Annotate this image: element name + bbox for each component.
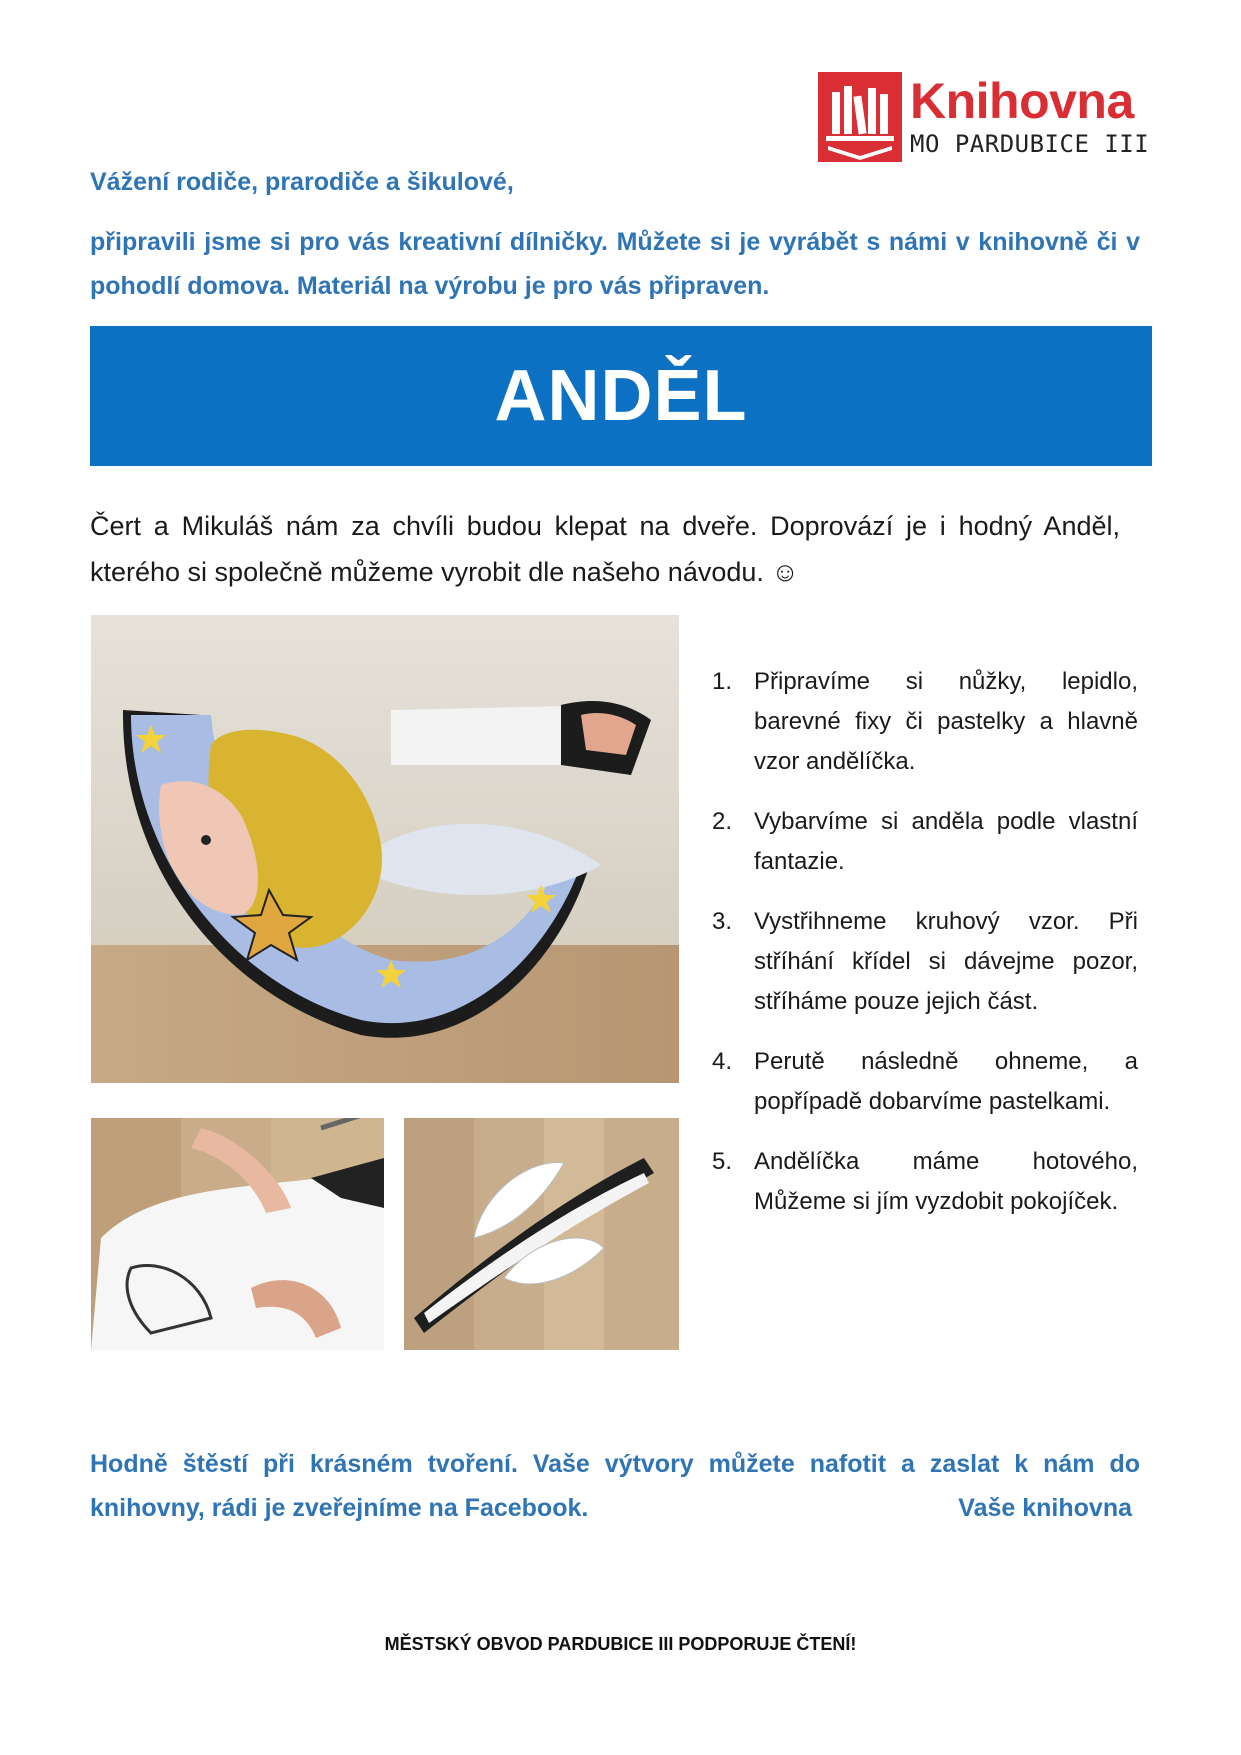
intro-paragraph: připravili jsme si pro vás kreativní dílničky. Můžete si je vyrábět s námi v knihovně či v pohodlí domova. Materiál na výrobu je pro vás připraven. bbox=[90, 228, 1140, 300]
step-text: Vybarvíme si anděla podle vlastní fantazie. bbox=[754, 808, 1138, 875]
title-banner bbox=[90, 326, 1152, 466]
signoff: Vaše knihovna bbox=[958, 1494, 1132, 1522]
footer-slogan: MĚSTSKÝ OBVOD PARDUBICE III PODPORUJE ČTENÍ! bbox=[384, 1634, 857, 1654]
step-number: 1. bbox=[712, 668, 733, 695]
logo-title: Knihovna bbox=[910, 73, 1134, 129]
angel-craft-photo bbox=[91, 615, 679, 1083]
step-number: 2. bbox=[712, 808, 733, 835]
greeting: Vážení rodiče, prarodiče a šikulové, bbox=[90, 168, 514, 196]
finished-angel-photo bbox=[404, 1118, 679, 1350]
step-number: 4. bbox=[712, 1048, 733, 1075]
step-text: Andělíčka máme hotového, Můžeme si jím vyzdobit pokojíček. bbox=[754, 1148, 1138, 1215]
step-item bbox=[712, 902, 1138, 1022]
step-item bbox=[712, 662, 1138, 782]
step-text: Perutě následně ohneme, a popřípadě dobarvíme pastelkami. bbox=[754, 1048, 1138, 1115]
instruction-steps bbox=[712, 662, 1138, 1242]
library-logo bbox=[818, 72, 1150, 162]
lead-paragraph: Čert a Mikuláš nám za chvíli budou klepat na dveře. Doprovází je i hodný Anděl, kterého si společně můžeme vyrobit dle našeho návodu. ☺ bbox=[90, 511, 1120, 587]
cutting-wings-photo bbox=[91, 1118, 384, 1350]
logo-subtitle: MO PARDUBICE III bbox=[910, 130, 1150, 158]
step-item bbox=[712, 802, 1138, 882]
step-number: 5. bbox=[712, 1148, 733, 1175]
library-logo-icon bbox=[818, 72, 902, 162]
step-text: Vystřihneme kruhový vzor. Při stříhání křídel si dávejme pozor, stříháme pouze jejich část. bbox=[754, 908, 1138, 1015]
closing-paragraph: Hodně štěstí při krásném tvoření. Vaše výtvory můžete nafotit a zaslat k nám do knihovny, rádi je zveřejníme na Facebook. bbox=[90, 1450, 1140, 1522]
step-text: Připravíme si nůžky, lepidlo, barevné fixy či pastelky a hlavně vzor andělíčka. bbox=[754, 668, 1138, 775]
step-item bbox=[712, 1142, 1138, 1222]
step-item bbox=[712, 1042, 1138, 1122]
page-title: ANDĚL bbox=[494, 356, 748, 436]
step-number: 3. bbox=[712, 908, 733, 935]
